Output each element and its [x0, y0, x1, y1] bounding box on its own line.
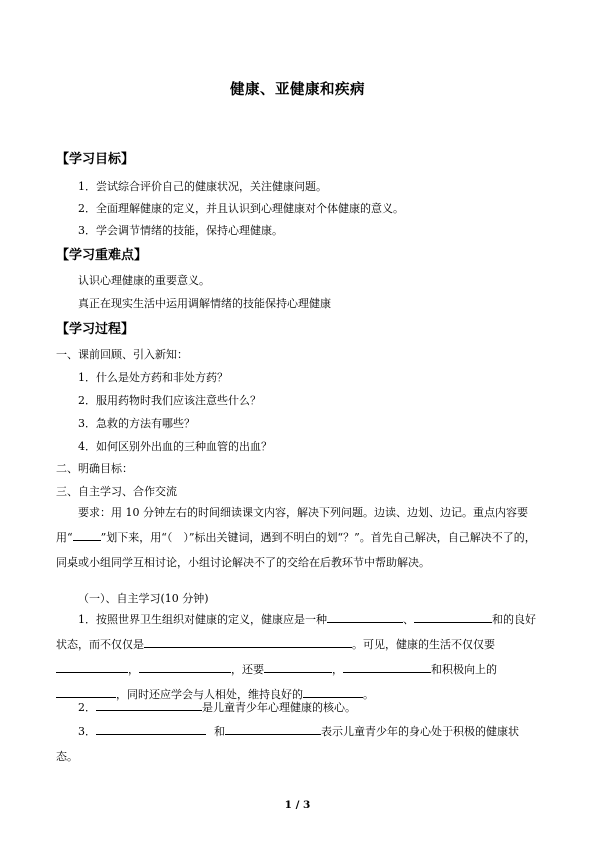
key-point-item-1: 认识心理健康的重要意义。 — [78, 274, 210, 287]
review-question-2: 2．服用药物时我们应该注意些什么？ — [78, 394, 261, 407]
review-question-3: 3．急救的方法有哪些？ — [78, 417, 195, 430]
answer-blank[interactable] — [96, 723, 206, 735]
answer-blank[interactable] — [144, 636, 352, 648]
answer-blank[interactable] — [343, 661, 431, 673]
question-3-text-c: 表示儿童青少年的身心处于积极的健康状态。 — [56, 725, 519, 763]
goal-item-1: 1．尝试综合评价自己的健康状况，关注健康问题。 — [78, 180, 327, 193]
answer-blank[interactable] — [225, 723, 321, 735]
question-2 — [56, 695, 540, 720]
question-2-text-a: 2． — [78, 701, 96, 714]
answer-blank[interactable] — [414, 611, 492, 623]
requirement-text-a: 要求：用 10 分钟左右的时间细读课文内容，解决下列问题。边读、边划、边记。重点内容要用“ — [56, 506, 528, 544]
question-1-text-h: 和积极向上的 — [431, 663, 497, 676]
requirement-paragraph — [56, 500, 540, 575]
question-1-text-g: ， — [332, 663, 343, 676]
section-goals: 二、明确目标： — [56, 462, 133, 475]
question-1-text-f: ，还要 — [231, 663, 264, 676]
goal-item-2: 2．全面理解健康的定义，并且认识到心理健康对个体健康的意义。 — [78, 202, 404, 215]
underline-mark-blank — [73, 529, 101, 541]
review-question-4: 4．如何区别外出血的三种血管的出血？ — [78, 440, 272, 453]
key-points-heading: 【学习重难点】 — [56, 248, 148, 263]
section-review: 一、课前回顾、引入新知： — [56, 348, 188, 361]
question-1-text-j: 。 — [363, 688, 374, 701]
question-1 — [56, 607, 540, 707]
question-1-text-e: ， — [128, 663, 139, 676]
question-1-text-c: 和的良好状态，而不仅仅是 — [56, 613, 536, 651]
question-2-text-b: 是儿童青少年心理健康的核心。 — [202, 701, 356, 714]
requirement-text-b: ”划下来，用“（ ）”标出关键词，遇到不明白的划“？”。首先自己解决，自己解决不了的，同桌或小组同学互相讨论，小组讨论解决不了的交给在后教环节中帮助解决。 — [56, 531, 536, 569]
page-number: 1 / 3 — [284, 799, 311, 811]
question-1-text-a: 1．按照世界卫生组织对健康的定义，健康应是一种 — [78, 613, 327, 626]
question-1-text-b: 、 — [403, 613, 414, 626]
process-heading: 【学习过程】 — [56, 322, 135, 337]
question-1-text-i: ，同时还应学会与人相处，维持良好的 — [116, 688, 303, 701]
answer-blank[interactable] — [96, 699, 202, 711]
page-title: 健康、亚健康和疾病 — [230, 82, 365, 98]
answer-blank[interactable] — [327, 611, 403, 623]
answer-blank[interactable] — [264, 661, 332, 673]
answer-blank[interactable] — [139, 661, 231, 673]
section-self-study: 三、自主学习、合作交流 — [56, 485, 177, 498]
key-point-item-2: 真正在现实生活中运用调解情绪的技能保持心理健康 — [78, 297, 331, 310]
goals-heading: 【学习目标】 — [56, 152, 135, 167]
question-3 — [56, 719, 540, 769]
review-question-1: 1．什么是处方药和非处方药？ — [78, 371, 228, 384]
question-3-text-b: 和 — [214, 725, 225, 738]
question-1-text-d: 。可见，健康的生活不仅仅要 — [352, 638, 495, 651]
self-study-subheading: （一）、自主学习(10 分钟) — [78, 592, 209, 605]
goal-item-3: 3．学会调节情绪的技能，保持心理健康。 — [78, 224, 283, 237]
question-3-text-a: 3． — [78, 725, 96, 738]
answer-blank[interactable] — [56, 661, 128, 673]
